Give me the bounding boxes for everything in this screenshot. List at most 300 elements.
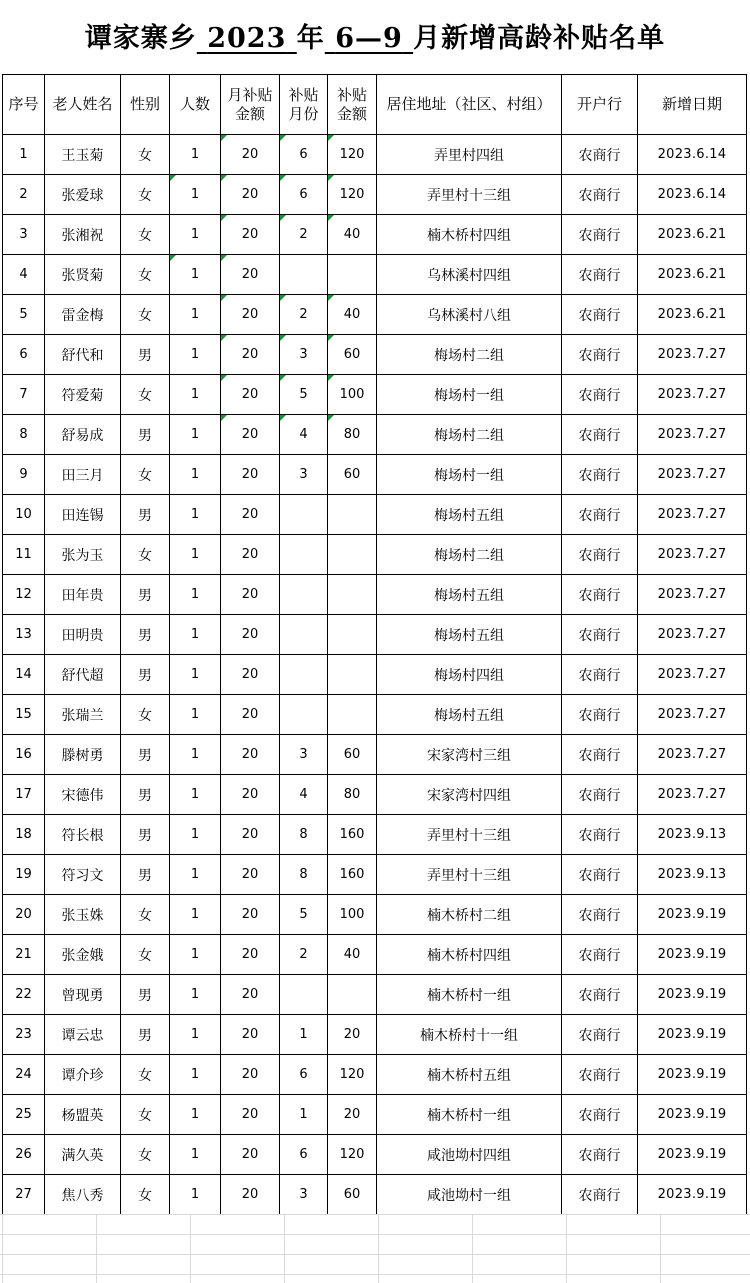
cell-bank[interactable]: 农商行: [562, 215, 638, 255]
cell-date[interactable]: 2023.9.13: [638, 815, 747, 855]
cell-name[interactable]: 田连锡: [45, 495, 121, 535]
cell-subsidy-months[interactable]: [280, 535, 328, 575]
cell-gender[interactable]: 男: [121, 775, 170, 815]
cell-bank[interactable]: 农商行: [562, 1175, 638, 1215]
cell-monthly-amount[interactable]: 20: [221, 575, 280, 615]
cell-monthly-amount[interactable]: 20: [221, 1135, 280, 1175]
cell-bank[interactable]: 农商行: [562, 1095, 638, 1135]
cell-gender[interactable]: 男: [121, 575, 170, 615]
cell-count[interactable]: 1: [170, 615, 221, 655]
cell-address[interactable]: 梅场村二组: [377, 535, 562, 575]
cell-address[interactable]: 宋家湾村四组: [377, 775, 562, 815]
cell-date[interactable]: 2023.6.21: [638, 295, 747, 335]
cell-name[interactable]: 王玉菊: [45, 135, 121, 175]
header-subsidy-months[interactable]: 补贴 月份: [280, 75, 328, 135]
cell-bank[interactable]: 农商行: [562, 815, 638, 855]
cell-bank[interactable]: 农商行: [562, 695, 638, 735]
cell-name[interactable]: 焦八秀: [45, 1175, 121, 1215]
cell-name[interactable]: 满久英: [45, 1135, 121, 1175]
cell-monthly-amount[interactable]: 20: [221, 255, 280, 295]
cell-monthly-amount[interactable]: 20: [221, 1015, 280, 1055]
cell-name[interactable]: 张金娥: [45, 935, 121, 975]
cell-address[interactable]: 弄里村十三组: [377, 855, 562, 895]
table-row: [3, 495, 747, 535]
header-name[interactable]: 老人姓名: [45, 75, 121, 135]
header-subsidy-amount[interactable]: 补贴 金额: [328, 75, 377, 135]
cell-monthly-amount[interactable]: 20: [221, 175, 280, 215]
cell-subsidy-amount[interactable]: 60: [328, 455, 377, 495]
cell-address[interactable]: 梅场村五组: [377, 615, 562, 655]
cell-subsidy-months[interactable]: 6: [280, 175, 328, 215]
cell-address[interactable]: 楠木桥村五组: [377, 1055, 562, 1095]
header-date[interactable]: 新增日期: [638, 75, 747, 135]
table-row: [3, 255, 747, 295]
cell-subsidy-amount[interactable]: [328, 495, 377, 535]
cell-subsidy-amount[interactable]: 120: [328, 1135, 377, 1175]
cell-subsidy-amount[interactable]: 40: [328, 215, 377, 255]
cell-bank[interactable]: 农商行: [562, 375, 638, 415]
cell-name[interactable]: 田三月: [45, 455, 121, 495]
cell-subsidy-months[interactable]: [280, 695, 328, 735]
cell-address[interactable]: 宋家湾村三组: [377, 735, 562, 775]
cell-subsidy-months[interactable]: [280, 975, 328, 1015]
table-row: [3, 455, 747, 495]
cell-name[interactable]: 张瑞兰: [45, 695, 121, 735]
cell-monthly-amount[interactable]: 20: [221, 415, 280, 455]
table-row: [3, 335, 747, 375]
cell-name[interactable]: 舒代超: [45, 655, 121, 695]
table-row: [3, 975, 747, 1015]
cell-count[interactable]: 1: [170, 295, 221, 335]
cell-count[interactable]: 1: [170, 815, 221, 855]
cell-count[interactable]: 1: [170, 375, 221, 415]
cell-address[interactable]: 咸池坳村四组: [377, 1135, 562, 1175]
header-seq[interactable]: 序号: [3, 75, 45, 135]
cell-monthly-amount[interactable]: 20: [221, 375, 280, 415]
cell-date[interactable]: 2023.7.27: [638, 575, 747, 615]
cell-count[interactable]: 1: [170, 855, 221, 895]
cell-monthly-amount[interactable]: 20: [221, 135, 280, 175]
cell-monthly-amount[interactable]: 20: [221, 615, 280, 655]
table-row: [3, 1135, 747, 1175]
cell-date[interactable]: 2023.7.27: [638, 695, 747, 735]
cell-monthly-amount[interactable]: 20: [221, 775, 280, 815]
cell-count[interactable]: 1: [170, 1015, 221, 1055]
cell-subsidy-amount[interactable]: [328, 535, 377, 575]
cell-subsidy-months[interactable]: [280, 255, 328, 295]
cell-seq[interactable]: 16: [3, 735, 45, 775]
cell-count[interactable]: 1: [170, 935, 221, 975]
cell-gender[interactable]: 男: [121, 655, 170, 695]
cell-subsidy-amount[interactable]: [328, 255, 377, 295]
cell-bank[interactable]: 农商行: [562, 975, 638, 1015]
cell-date[interactable]: 2023.9.13: [638, 855, 747, 895]
cell-subsidy-months[interactable]: 5: [280, 895, 328, 935]
cell-count[interactable]: 1: [170, 1135, 221, 1175]
cell-subsidy-months[interactable]: 2: [280, 935, 328, 975]
cell-gender[interactable]: 女: [121, 895, 170, 935]
cell-name[interactable]: 张爱球: [45, 175, 121, 215]
cell-count[interactable]: 1: [170, 655, 221, 695]
table-row: [3, 215, 747, 255]
cell-subsidy-amount[interactable]: 40: [328, 935, 377, 975]
cell-date[interactable]: 2023.9.19: [638, 1015, 747, 1055]
cell-subsidy-amount[interactable]: [328, 615, 377, 655]
cell-count[interactable]: 1: [170, 495, 221, 535]
cell-name[interactable]: 田明贵: [45, 615, 121, 655]
cell-subsidy-amount[interactable]: [328, 655, 377, 695]
cell-count[interactable]: 1: [170, 415, 221, 455]
header-monthly-amount[interactable]: 月补贴 金额: [221, 75, 280, 135]
table-row: [3, 695, 747, 735]
cell-name[interactable]: 符长根: [45, 815, 121, 855]
cell-address[interactable]: 乌林溪村八组: [377, 295, 562, 335]
cell-name[interactable]: 曾现勇: [45, 975, 121, 1015]
cell-subsidy-amount[interactable]: 100: [328, 895, 377, 935]
cell-gender[interactable]: 女: [121, 175, 170, 215]
cell-seq[interactable]: 11: [3, 535, 45, 575]
cell-subsidy-months[interactable]: [280, 655, 328, 695]
cell-name[interactable]: 宋德伟: [45, 775, 121, 815]
cell-count[interactable]: 1: [170, 455, 221, 495]
cell-address[interactable]: 弄里村十三组: [377, 175, 562, 215]
cell-subsidy-months[interactable]: 4: [280, 415, 328, 455]
cell-name[interactable]: 张贤菊: [45, 255, 121, 295]
cell-subsidy-amount[interactable]: 60: [328, 335, 377, 375]
cell-address[interactable]: 乌林溪村四组: [377, 255, 562, 295]
title-year-suffix: 年: [296, 23, 325, 54]
cell-bank[interactable]: 农商行: [562, 735, 638, 775]
table-row: [3, 575, 747, 615]
cell-subsidy-amount[interactable]: 100: [328, 375, 377, 415]
table-row: [3, 535, 747, 575]
cell-address[interactable]: 咸池坳村一组: [377, 1175, 562, 1215]
cell-address[interactable]: 弄里村十三组: [377, 815, 562, 855]
cell-seq[interactable]: 10: [3, 495, 45, 535]
cell-address[interactable]: 梅场村五组: [377, 695, 562, 735]
cell-bank[interactable]: 农商行: [562, 495, 638, 535]
cell-seq[interactable]: 9: [3, 455, 45, 495]
cell-seq[interactable]: 13: [3, 615, 45, 655]
cell-subsidy-months[interactable]: 6: [280, 135, 328, 175]
cell-subsidy-amount[interactable]: [328, 575, 377, 615]
cell-date[interactable]: 2023.6.14: [638, 135, 747, 175]
cell-address[interactable]: 弄里村四组: [377, 135, 562, 175]
cell-count[interactable]: 1: [170, 575, 221, 615]
cell-subsidy-months[interactable]: 8: [280, 855, 328, 895]
cell-subsidy-months[interactable]: 8: [280, 815, 328, 855]
cell-subsidy-amount[interactable]: 80: [328, 415, 377, 455]
cell-date[interactable]: 2023.7.27: [638, 615, 747, 655]
cell-subsidy-amount[interactable]: 60: [328, 1175, 377, 1215]
cell-gender[interactable]: 男: [121, 1015, 170, 1055]
cell-seq[interactable]: 12: [3, 575, 45, 615]
cell-bank[interactable]: 农商行: [562, 535, 638, 575]
cell-address[interactable]: 梅场村二组: [377, 335, 562, 375]
cell-seq[interactable]: 26: [3, 1135, 45, 1175]
table-row: [3, 135, 747, 175]
cell-gender[interactable]: 男: [121, 855, 170, 895]
cell-subsidy-amount[interactable]: 40: [328, 295, 377, 335]
cell-count[interactable]: 1: [170, 1175, 221, 1215]
cell-subsidy-amount[interactable]: 80: [328, 775, 377, 815]
cell-date[interactable]: 2023.9.19: [638, 1095, 747, 1135]
cell-bank[interactable]: 农商行: [562, 895, 638, 935]
cell-subsidy-amount[interactable]: 120: [328, 135, 377, 175]
cell-gender[interactable]: 男: [121, 815, 170, 855]
cell-date[interactable]: 2023.9.19: [638, 975, 747, 1015]
cell-count[interactable]: 1: [170, 335, 221, 375]
cell-bank[interactable]: 农商行: [562, 1055, 638, 1095]
cell-seq[interactable]: 8: [3, 415, 45, 455]
cell-seq[interactable]: 1: [3, 135, 45, 175]
cell-gender[interactable]: 女: [121, 1055, 170, 1095]
cell-date[interactable]: 2023.9.19: [638, 1055, 747, 1095]
cell-gender[interactable]: 女: [121, 535, 170, 575]
cell-bank[interactable]: 农商行: [562, 295, 638, 335]
cell-count[interactable]: 1: [170, 175, 221, 215]
cell-seq[interactable]: 24: [3, 1055, 45, 1095]
cell-gender[interactable]: 女: [121, 695, 170, 735]
cell-count[interactable]: 1: [170, 1095, 221, 1135]
cell-subsidy-amount[interactable]: 120: [328, 1055, 377, 1095]
cell-subsidy-months[interactable]: 3: [280, 335, 328, 375]
cell-subsidy-months[interactable]: 5: [280, 375, 328, 415]
cell-date[interactable]: 2023.7.27: [638, 335, 747, 375]
cell-date[interactable]: 2023.7.27: [638, 415, 747, 455]
subsidy-table: [2, 74, 747, 1215]
cell-gender[interactable]: 女: [121, 135, 170, 175]
cell-address[interactable]: 梅场村一组: [377, 375, 562, 415]
cell-name[interactable]: 雷金梅: [45, 295, 121, 335]
cell-gender[interactable]: 男: [121, 415, 170, 455]
cell-gender[interactable]: 女: [121, 1175, 170, 1215]
cell-date[interactable]: 2023.6.14: [638, 175, 747, 215]
cell-address[interactable]: 梅场村一组: [377, 455, 562, 495]
cell-subsidy-amount[interactable]: 160: [328, 855, 377, 895]
cell-subsidy-amount[interactable]: 20: [328, 1095, 377, 1135]
cell-monthly-amount[interactable]: 20: [221, 295, 280, 335]
cell-gender[interactable]: 女: [121, 1135, 170, 1175]
cell-seq[interactable]: 3: [3, 215, 45, 255]
empty-sheet-grid: [0, 1214, 750, 1283]
cell-date[interactable]: 2023.7.27: [638, 535, 747, 575]
cell-address[interactable]: 楠木桥村十一组: [377, 1015, 562, 1055]
cell-subsidy-months[interactable]: 4: [280, 775, 328, 815]
cell-monthly-amount[interactable]: 20: [221, 695, 280, 735]
cell-bank[interactable]: 农商行: [562, 855, 638, 895]
cell-gender[interactable]: 女: [121, 255, 170, 295]
cell-gender[interactable]: 男: [121, 615, 170, 655]
cell-seq[interactable]: 6: [3, 335, 45, 375]
cell-address[interactable]: 梅场村二组: [377, 415, 562, 455]
cell-date[interactable]: 2023.9.19: [638, 935, 747, 975]
cell-address[interactable]: 楠木桥村一组: [377, 975, 562, 1015]
cell-monthly-amount[interactable]: 20: [221, 735, 280, 775]
cell-count[interactable]: 1: [170, 255, 221, 295]
cell-seq[interactable]: 2: [3, 175, 45, 215]
cell-monthly-amount[interactable]: 20: [221, 335, 280, 375]
cell-subsidy-amount[interactable]: [328, 975, 377, 1015]
cell-count[interactable]: 1: [170, 775, 221, 815]
cell-subsidy-months[interactable]: 2: [280, 215, 328, 255]
cell-bank[interactable]: 农商行: [562, 455, 638, 495]
table-row: [3, 775, 747, 815]
cell-monthly-amount[interactable]: 20: [221, 495, 280, 535]
title-prefix: 谭家寨乡: [84, 23, 197, 54]
cell-address[interactable]: 楠木桥村四组: [377, 935, 562, 975]
cell-date[interactable]: 2023.7.27: [638, 775, 747, 815]
cell-name[interactable]: 符爱菊: [45, 375, 121, 415]
cell-subsidy-months[interactable]: [280, 495, 328, 535]
cell-bank[interactable]: 农商行: [562, 615, 638, 655]
cell-monthly-amount[interactable]: 20: [221, 655, 280, 695]
cell-name[interactable]: 张湘祝: [45, 215, 121, 255]
cell-gender[interactable]: 女: [121, 455, 170, 495]
cell-subsidy-amount[interactable]: [328, 695, 377, 735]
cell-subsidy-months[interactable]: [280, 615, 328, 655]
cell-bank[interactable]: 农商行: [562, 415, 638, 455]
cell-seq[interactable]: 23: [3, 1015, 45, 1055]
cell-seq[interactable]: 5: [3, 295, 45, 335]
cell-bank[interactable]: 农商行: [562, 335, 638, 375]
cell-subsidy-months[interactable]: 6: [280, 1055, 328, 1095]
cell-monthly-amount[interactable]: 20: [221, 1175, 280, 1215]
cell-seq[interactable]: 17: [3, 775, 45, 815]
cell-name[interactable]: 张玉姝: [45, 895, 121, 935]
table-row: [3, 375, 747, 415]
cell-subsidy-months[interactable]: 6: [280, 1135, 328, 1175]
cell-address[interactable]: 楠木桥村一组: [377, 1095, 562, 1135]
cell-date[interactable]: 2023.7.27: [638, 455, 747, 495]
cell-subsidy-amount[interactable]: 20: [328, 1015, 377, 1055]
cell-count[interactable]: 1: [170, 735, 221, 775]
cell-monthly-amount[interactable]: 20: [221, 855, 280, 895]
cell-count[interactable]: 1: [170, 215, 221, 255]
cell-seq[interactable]: 18: [3, 815, 45, 855]
cell-date[interactable]: 2023.7.27: [638, 735, 747, 775]
cell-gender[interactable]: 男: [121, 335, 170, 375]
cell-subsidy-months[interactable]: 2: [280, 295, 328, 335]
cell-address[interactable]: 楠木桥村四组: [377, 215, 562, 255]
cell-gender[interactable]: 女: [121, 1095, 170, 1135]
cell-name[interactable]: 滕树勇: [45, 735, 121, 775]
cell-gender[interactable]: 男: [121, 495, 170, 535]
cell-date[interactable]: 2023.6.21: [638, 255, 747, 295]
cell-gender[interactable]: 女: [121, 375, 170, 415]
cell-bank[interactable]: 农商行: [562, 935, 638, 975]
cell-name[interactable]: 田年贵: [45, 575, 121, 615]
cell-name[interactable]: 舒代和: [45, 335, 121, 375]
cell-count[interactable]: 1: [170, 975, 221, 1015]
cell-address[interactable]: 梅场村五组: [377, 575, 562, 615]
cell-bank[interactable]: 农商行: [562, 655, 638, 695]
cell-seq[interactable]: 15: [3, 695, 45, 735]
cell-subsidy-months[interactable]: [280, 575, 328, 615]
cell-monthly-amount[interactable]: 20: [221, 935, 280, 975]
cell-bank[interactable]: 农商行: [562, 175, 638, 215]
cell-date[interactable]: 2023.7.27: [638, 495, 747, 535]
cell-date[interactable]: 2023.9.19: [638, 1175, 747, 1215]
cell-subsidy-amount[interactable]: 60: [328, 735, 377, 775]
cell-seq[interactable]: 25: [3, 1095, 45, 1135]
cell-seq[interactable]: 14: [3, 655, 45, 695]
cell-count[interactable]: 1: [170, 895, 221, 935]
table-row: [3, 935, 747, 975]
cell-bank[interactable]: 农商行: [562, 1135, 638, 1175]
table-row: [3, 655, 747, 695]
cell-gender[interactable]: 男: [121, 975, 170, 1015]
cell-seq[interactable]: 19: [3, 855, 45, 895]
cell-gender[interactable]: 女: [121, 935, 170, 975]
cell-count[interactable]: 1: [170, 135, 221, 175]
cell-seq[interactable]: 27: [3, 1175, 45, 1215]
header-bank[interactable]: 开户行: [562, 75, 638, 135]
cell-subsidy-months[interactable]: 3: [280, 1175, 328, 1215]
cell-monthly-amount[interactable]: 20: [221, 1055, 280, 1095]
cell-address[interactable]: 梅场村五组: [377, 495, 562, 535]
cell-name[interactable]: 谭云忠: [45, 1015, 121, 1055]
cell-address[interactable]: 楠木桥村二组: [377, 895, 562, 935]
cell-name[interactable]: 舒易成: [45, 415, 121, 455]
cell-date[interactable]: 2023.7.27: [638, 655, 747, 695]
cell-count[interactable]: 1: [170, 535, 221, 575]
header-count[interactable]: 人数: [170, 75, 221, 135]
cell-date[interactable]: 2023.9.19: [638, 895, 747, 935]
cell-bank[interactable]: 农商行: [562, 575, 638, 615]
header-address[interactable]: 居住地址（社区、村组）: [377, 75, 562, 135]
cell-seq[interactable]: 7: [3, 375, 45, 415]
cell-address[interactable]: 梅场村四组: [377, 655, 562, 695]
cell-subsidy-months[interactable]: 3: [280, 455, 328, 495]
cell-name[interactable]: 张为玉: [45, 535, 121, 575]
cell-seq[interactable]: 22: [3, 975, 45, 1015]
cell-subsidy-amount[interactable]: 160: [328, 815, 377, 855]
cell-gender[interactable]: 女: [121, 215, 170, 255]
cell-subsidy-amount[interactable]: 120: [328, 175, 377, 215]
cell-name[interactable]: 符习文: [45, 855, 121, 895]
cell-subsidy-months[interactable]: 3: [280, 735, 328, 775]
cell-seq[interactable]: 20: [3, 895, 45, 935]
cell-monthly-amount[interactable]: 20: [221, 455, 280, 495]
cell-count[interactable]: 1: [170, 1055, 221, 1095]
cell-monthly-amount[interactable]: 20: [221, 535, 280, 575]
table-row: [3, 1015, 747, 1055]
cell-seq[interactable]: 4: [3, 255, 45, 295]
cell-subsidy-months[interactable]: 1: [280, 1015, 328, 1055]
cell-monthly-amount[interactable]: 20: [221, 1095, 280, 1135]
cell-gender[interactable]: 男: [121, 735, 170, 775]
cell-bank[interactable]: 农商行: [562, 775, 638, 815]
cell-monthly-amount[interactable]: 20: [221, 895, 280, 935]
cell-bank[interactable]: 农商行: [562, 1015, 638, 1055]
cell-date[interactable]: 2023.7.27: [638, 375, 747, 415]
cell-date[interactable]: 2023.6.21: [638, 215, 747, 255]
cell-gender[interactable]: 女: [121, 295, 170, 335]
header-gender[interactable]: 性别: [121, 75, 170, 135]
cell-bank[interactable]: 农商行: [562, 135, 638, 175]
cell-name[interactable]: 杨盟英: [45, 1095, 121, 1135]
cell-name[interactable]: 谭介珍: [45, 1055, 121, 1095]
cell-monthly-amount[interactable]: 20: [221, 215, 280, 255]
cell-date[interactable]: 2023.9.19: [638, 1135, 747, 1175]
cell-subsidy-months[interactable]: 1: [280, 1095, 328, 1135]
cell-monthly-amount[interactable]: 20: [221, 815, 280, 855]
cell-count[interactable]: 1: [170, 695, 221, 735]
cell-bank[interactable]: 农商行: [562, 255, 638, 295]
cell-monthly-amount[interactable]: 20: [221, 975, 280, 1015]
cell-seq[interactable]: 21: [3, 935, 45, 975]
